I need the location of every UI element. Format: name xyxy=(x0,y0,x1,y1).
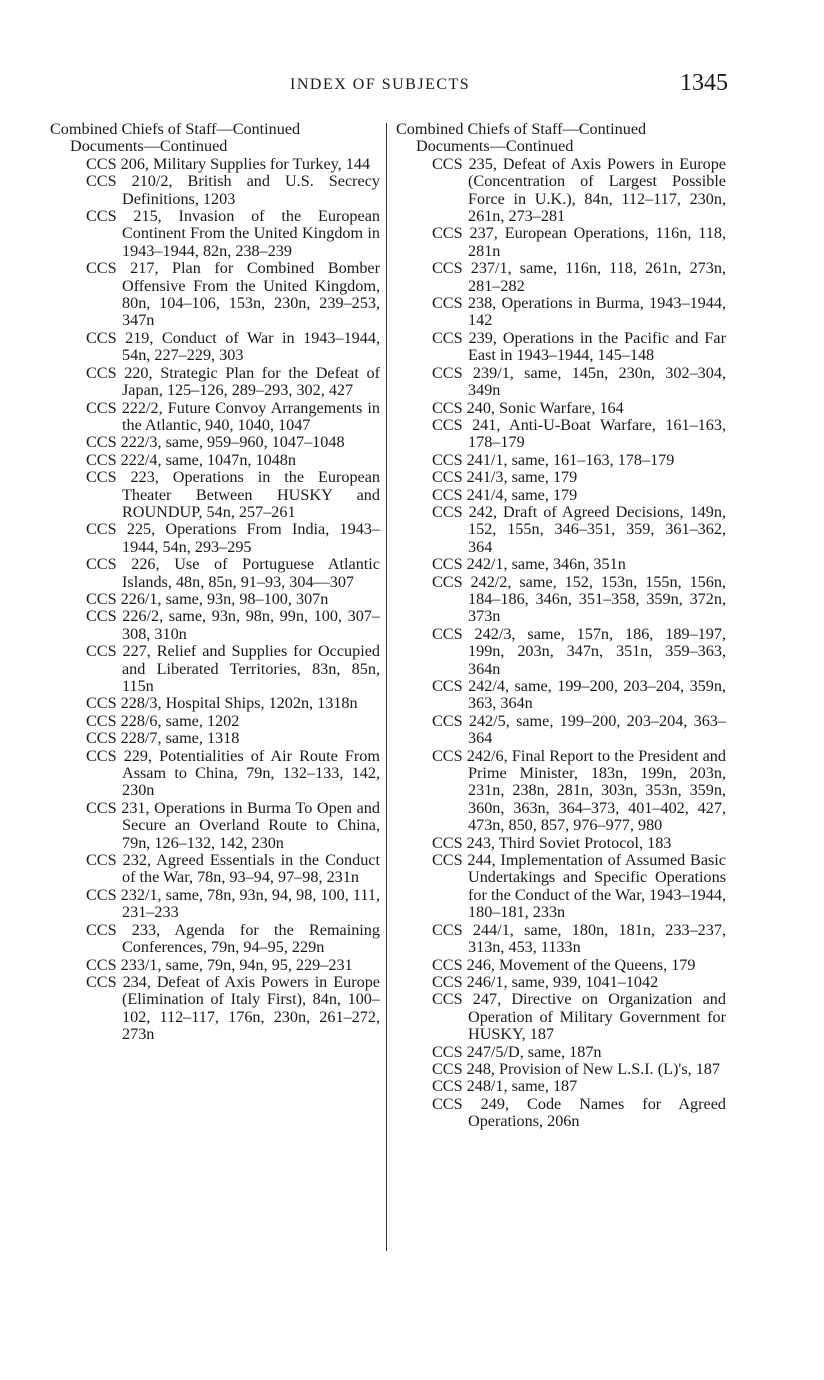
index-entry: CCS 206, Military Supplies for Turkey, 144 xyxy=(86,154,371,173)
right-column-heading: Combined Chiefs of Staff—Continued xyxy=(396,120,647,138)
index-entry: CCS 244/1, same, 180n, 181n, 233–237, 313n, 453, 1133n xyxy=(432,920,726,957)
index-entry: CCS 228/6, same, 1202 xyxy=(86,711,240,730)
index-entry: CCS 225, Operations From India, 1943–1944, 54n, 293–295 xyxy=(86,520,380,556)
index-entry: CCS 241/3, same, 179 xyxy=(432,468,578,487)
index-entry: CCS 246, Movement of the Queens, 179 xyxy=(432,955,696,974)
index-entry: CCS 242/6, Final Report to the President and Prime Minister, 183n, 199n, 203n, 231n, 238n, 281n, 303n, 353n, 359n, 360n, 363n, 364–373, 401–402, 427, 473n, 850, 857, 976–977, 980 xyxy=(432,746,726,835)
index-entry: CCS 219, Conduct of War in 1943–1944, 54n, 227–229, 303 xyxy=(86,328,380,365)
index-entry: CCS 235, Defeat of Axis Powers in Europe (Concentration of Largest Possible Force in U.K.), 84n, 112–117, 230n, 261n, 273–281 xyxy=(432,154,726,226)
right-column xyxy=(396,121,726,1131)
left-column xyxy=(50,121,380,1044)
index-entry: CCS 241/1, same, 161–163, 178–179 xyxy=(432,450,675,469)
index-entry: CCS 233/1, same, 79n, 94n, 95, 229–231 xyxy=(86,955,353,974)
index-entry: CCS 242/3, same, 157n, 186, 189–197, 199n, 203n, 347n, 351n, 359–363, 364n xyxy=(432,624,726,678)
index-entry: CCS 249, Code Names for Agreed Operations, 206n xyxy=(432,1094,726,1131)
left-column-heading: Combined Chiefs of Staff—Continued xyxy=(50,120,301,138)
index-entry: CCS 228/7, same, 1318 xyxy=(86,729,240,748)
index-entry: CCS 217, Plan for Combined Bomber Offensive From the United Kingdom, 80n, 104–106, 153n, 230n, 239–253, 347n xyxy=(86,259,380,330)
index-entry: CCS 247, Directive on Organization and Operation of Military Government for HUSKY, 187 xyxy=(432,990,726,1044)
left-column-subheading: Documents—Continued xyxy=(70,137,228,156)
index-entry: CCS 233, Agenda for the Remaining Conferences, 79n, 94–95, 229n xyxy=(86,920,380,957)
index-entry: CCS 243, Third Soviet Protocol, 183 xyxy=(432,833,672,852)
index-entry: CCS 228/3, Hospital Ships, 1202n, 1318n xyxy=(86,694,358,713)
index-entry: CCS 234, Defeat of Axis Powers in Europe (Elimination of Italy First), 84n, 100–102, 112–117, 176n, 230n, 261–272, 273n xyxy=(86,972,380,1044)
index-entry: CCS 232/1, same, 78n, 93n, 94, 98, 100, 111, 231–233 xyxy=(86,885,380,922)
index-entry: CCS 242/5, same, 199–200, 203–204, 363–364 xyxy=(432,711,726,748)
index-entry: CCS 242/4, same, 199–200, 203–204, 359n, 363, 364n xyxy=(432,677,726,713)
index-entry: CCS 226/1, same, 93n, 98–100, 307n xyxy=(86,589,329,608)
running-head: INDEX OF SUBJECTS xyxy=(290,76,471,93)
left-entry-list xyxy=(50,156,380,1044)
index-entry: CCS 226, Use of Portuguese Atlantic Islands, 48n, 85n, 91–93, 304—307 xyxy=(86,555,380,591)
index-entry: CCS 226/2, same, 93n, 98n, 99n, 100, 307–308, 310n xyxy=(86,607,380,643)
index-entry: CCS 240, Sonic Warfare, 164 xyxy=(432,398,624,417)
right-entry-list xyxy=(396,156,726,1131)
right-column-subheading: Documents—Continued xyxy=(416,137,574,156)
index-entry: CCS 237, European Operations, 116n, 118, 281n xyxy=(432,224,726,260)
index-entry: CCS 215, Invasion of the European Continent From the United Kingdom in 1943–1944, 82n, 238–239 xyxy=(86,207,380,260)
index-entry: CCS 241/4, same, 179 xyxy=(432,485,578,504)
index-entry: CCS 220, Strategic Plan for the Defeat of Japan, 125–126, 289–293, 302, 427 xyxy=(86,363,380,400)
index-entry: CCS 222/2, Future Convoy Arrangements in the Atlantic, 940, 1040, 1047 xyxy=(86,398,380,434)
index-entry: CCS 242/1, same, 346n, 351n xyxy=(432,555,626,574)
column-divider xyxy=(386,123,387,1251)
index-entry: CCS 248/1, same, 187 xyxy=(432,1077,578,1096)
index-entry: CCS 246/1, same, 939, 1041–1042 xyxy=(432,972,659,991)
page-number: 1345 xyxy=(680,70,728,96)
index-entry: CCS 244, Implementation of Assumed Basic Undertakings and Specific Operations for the Conduct of the War, 1943–1944, 180–181, 233n xyxy=(432,851,726,922)
index-entry: CCS 231, Operations in Burma To Open and Secure an Overland Route to China, 79n, 126–132, 142, 230n xyxy=(86,798,380,852)
index-entry: CCS 247/5/D, same, 187n xyxy=(432,1042,602,1061)
index-entry: CCS 210/2, British and U.S. Secrecy Definitions, 1203 xyxy=(86,172,380,208)
index-entry: CCS 222/4, same, 1047n, 1048n xyxy=(86,450,296,469)
index-entry: CCS 237/1, same, 116n, 118, 261n, 273n, 281–282 xyxy=(432,259,726,295)
index-entry: CCS 242/2, same, 152, 153n, 155n, 156n, 184–186, 346n, 351–358, 359n, 372n, 373n xyxy=(432,572,726,626)
index-entry: CCS 248, Provision of New L.S.I. (L)'s, 187 xyxy=(432,1059,720,1078)
index-entry: CCS 232, Agreed Essentials in the Conduct of the War, 78n, 93–94, 97–98, 231n xyxy=(86,851,380,887)
index-entry: CCS 239/1, same, 145n, 230n, 302–304, 349n xyxy=(432,363,726,400)
index-entry: CCS 229, Potentialities of Air Route From Assam to China, 79n, 132–133, 142, 230n xyxy=(86,746,380,800)
index-entry: CCS 238, Operations in Burma, 1943–1944, 142 xyxy=(432,294,726,330)
index-entry: CCS 223, Operations in the European Theater Between HUSKY and ROUNDUP, 54n, 257–261 xyxy=(86,468,380,521)
index-entry: CCS 227, Relief and Supplies for Occupied and Liberated Territories, 83n, 85n, 115n xyxy=(86,642,380,695)
index-entry: CCS 222/3, same, 959–960, 1047–1048 xyxy=(86,433,345,452)
index-entry: CCS 242, Draft of Agreed Decisions, 149n, 152, 155n, 346–351, 359, 361–362, 364 xyxy=(432,502,726,556)
index-entry: CCS 239, Operations in the Pacific and Far East in 1943–1944, 145–148 xyxy=(432,328,726,365)
index-entry: CCS 241, Anti-U-Boat Warfare, 161–163, 178–179 xyxy=(432,415,726,452)
